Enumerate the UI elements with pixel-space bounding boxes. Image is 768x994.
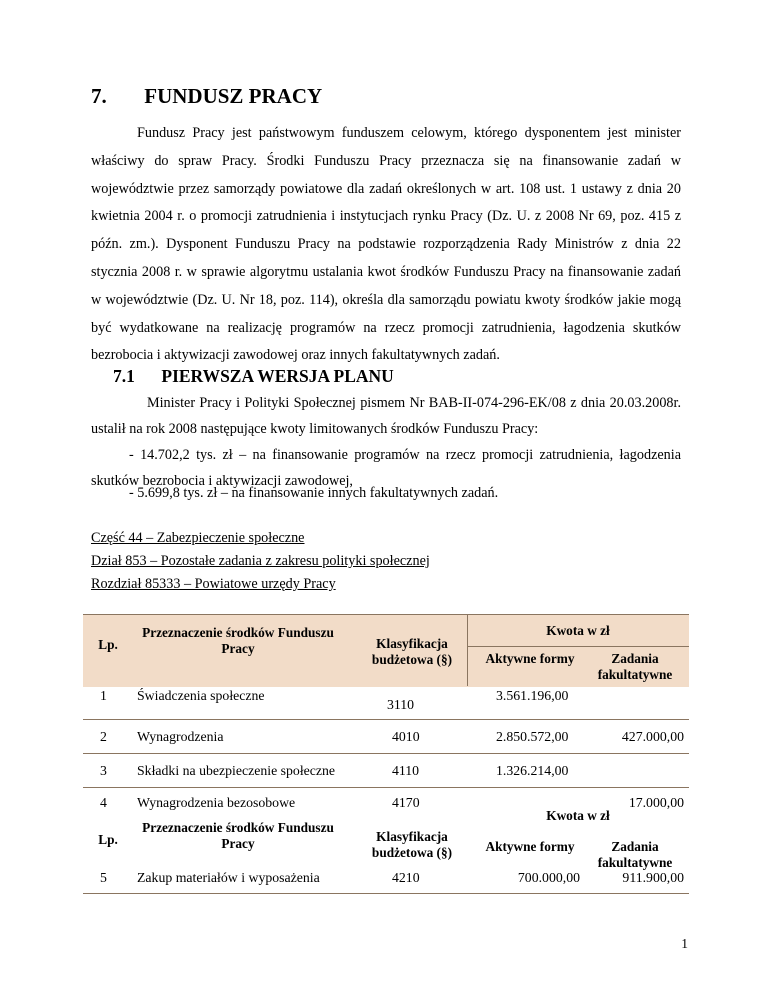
- classification-dzial: Dział 853 – Pozostałe zadania z zakresu polityki społecznej: [91, 553, 430, 569]
- intro-text: Fundusz Pracy jest państwowym funduszem celowym, którego dysponentem jest minister właściwy do spraw Pracy. Środki Funduszu Pracy przeznacza się na finansowanie zadań w województwie przez samorządy powiatowe dla zadań określonych w art. 108 ust. 1 ustawy z dnia 20 kwietnia 2004 r. o promocji zatrudnienia i instytucjach rynku Pracy (Dz. U. z 2008 Nr 69, poz. 415 z późn. zm.). Dysponent Funduszu Pracy na podstawie rozporządzenia Rady Ministrów z dnia 22 stycznia 2008 r. w sprawie algorytmu ustalania kwot środków Funduszu Pracy na finansowanie zadań w województwie (Dz. U. Nr 18, poz. 114), określa dla samorządu powiatu kwoty środków jakie mogą być wydatkowane na realizację programów na rzecz promocji zatrudnienia, łagodzenia skutków bezrobocia i aktywizacji zawodowej oraz innych fakultatywnych zadań.: [91, 125, 681, 364]
- row1-code: 3110: [387, 697, 415, 712]
- header-subrule: [467, 646, 689, 647]
- header-classification: Klasyfikacja budżetowa (§): [371, 636, 453, 667]
- repeat-header-classification: Klasyfikacja budżetowa (§): [371, 829, 453, 860]
- section-paragraph: [91, 390, 681, 442]
- repeat-header-optional: Zadania fakultatywne: [597, 839, 673, 870]
- classification-czesc: Część 44 – Zabezpieczenie społeczne: [91, 530, 305, 546]
- row3-rule: [83, 787, 689, 788]
- row5-code: 4210: [392, 870, 420, 885]
- header-optional: Zadania fakultatywne: [597, 651, 673, 682]
- row5-lp: 5: [100, 870, 107, 885]
- row1-lp: 1: [100, 688, 107, 703]
- row2-lp: 2: [100, 729, 107, 744]
- repeat-header-purpose: Przeznaczenie środków Funduszu Pracy: [142, 820, 334, 851]
- row2-code: 4010: [392, 729, 420, 744]
- table-bottom-rule: [83, 893, 689, 894]
- row2-optional: 427.000,00: [621, 729, 684, 744]
- row4-lp: 4: [100, 795, 107, 810]
- section-title: PIERWSZA WERSJA PLANU: [161, 366, 394, 386]
- row1-rule: [83, 719, 689, 720]
- row4-code: 4170: [392, 795, 420, 810]
- header-amount: Kwota w zł: [546, 623, 610, 638]
- bullet-1-text: - 14.702,2 tys. zł – na finansowanie programów na rzecz promocji zatrudnienia, łagodzenia skutków bezrobocia i aktywizacji zawodowej,: [91, 447, 681, 489]
- row2-active: 2.850.572,00: [496, 729, 569, 744]
- bullet-2: - 5.699,8 tys. zł – na finansowanie innych fakultatywnych zadań.: [129, 485, 499, 501]
- header-active: Aktywne formy: [485, 651, 575, 666]
- intro-paragraph: [91, 120, 681, 370]
- row3-code: 4110: [392, 763, 420, 778]
- row4-optional: 17.000,00: [628, 795, 684, 810]
- row2-rule: [83, 753, 689, 754]
- row5-optional: 911.900,00: [622, 870, 684, 885]
- header-purpose: Przeznaczenie środków Funduszu Pracy: [142, 625, 334, 656]
- classification-rozdzial: Rozdział 85333 – Powiatowe urzędy Pracy: [91, 576, 336, 592]
- row5-active: 700.000,00: [517, 870, 580, 885]
- page-number: 1: [681, 936, 688, 951]
- section-heading: [113, 366, 394, 387]
- row4-purpose: Wynagrodzenia bezosobowe: [137, 795, 296, 810]
- chapter-heading: [91, 84, 322, 109]
- chapter-title: FUNDUSZ PRACY: [144, 84, 323, 108]
- row1-purpose: Świadczenia społeczne: [137, 688, 265, 703]
- section-number: 7.1: [113, 366, 135, 386]
- row3-purpose: Składki na ubezpieczenie społeczne: [137, 763, 336, 778]
- row3-lp: 3: [100, 763, 107, 778]
- section-text: Minister Pracy i Polityki Społecznej pismem Nr BAB-II-074-296-EK/08 z dnia 20.03.2008r. ustalił na rok 2008 następujące kwoty limitowanych środków Funduszu Pracy:: [91, 395, 681, 437]
- row5-purpose: Zakup materiałów i wyposażenia: [137, 870, 320, 885]
- header-lp: Lp.: [98, 637, 118, 652]
- repeat-header-active: Aktywne formy: [485, 839, 575, 854]
- chapter-number: 7.: [91, 84, 107, 108]
- repeat-header-amount: Kwota w zł: [546, 808, 610, 823]
- row3-active: 1.326.214,00: [496, 763, 569, 778]
- repeat-header-lp: Lp.: [98, 832, 118, 847]
- row1-active: 3.561.196,00: [496, 688, 569, 703]
- row2-purpose: Wynagrodzenia: [137, 729, 224, 744]
